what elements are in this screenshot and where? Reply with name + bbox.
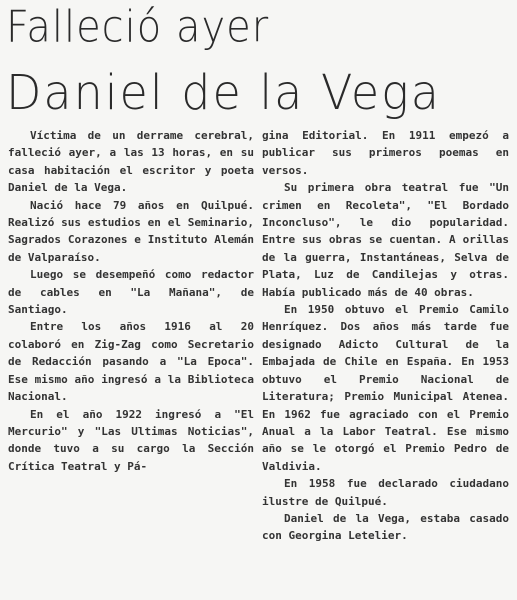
paragraph: En 1950 obtuvo el Premio Camilo Henríquez. Dos años más tarde fue designado Adicto Cultural de la Embajada de Chile en España. En 1953 obtuvo el Premio Nacional de Literatura; Premio Municipal Atenea. En 1962 fue agraciado con el Premio Anual a la Labor Teatral. Ese mismo año se le otorgó el Premio Pedro de Valdivia. xyxy=(262,303,509,473)
article-column-left xyxy=(8,127,254,475)
headline-line-1: Falleció ayer xyxy=(6,2,270,53)
headline-line-2: Daniel de la Vega xyxy=(6,63,441,121)
paragraph: Nació hace 79 años en Quilpué. Realizó sus estudios en el Seminario, Sagrados Corazones e Instituto Alemán de Valparaíso. xyxy=(8,198,254,264)
article-column-right xyxy=(262,127,509,545)
paragraph: En el año 1922 ingresó a "El Mercurio" y "Las Ultimas Noticias", donde tuvo a su cargo la Sección Crítica Teatral y Pá- xyxy=(8,407,254,473)
paragraph: Entre los años 1916 al 20 colaboró en Zig-Zag como Secretario de Redacción pasando a "La Epoca". Ese mismo año ingresó a la Biblioteca Nacional. xyxy=(8,320,254,404)
paragraph: En 1958 fue declarado ciudadano ilustre de Quilpué. xyxy=(262,477,509,508)
paragraph: Víctima de un derrame cerebral, falleció ayer, a las 13 horas, en su casa habitación el escritor y poeta Daniel de la Vega. xyxy=(8,129,254,195)
paragraph: Daniel de la Vega, estaba casado con Georgina Letelier. xyxy=(262,511,509,543)
paragraph: Luego se desempeñó como redactor de cables en "La Mañana", de Santiago. xyxy=(8,268,254,317)
paragraph: gina Editorial. En 1911 empezó a publicar sus primeros poemas en versos. xyxy=(262,129,509,177)
paragraph: Su primera obra teatral fue "Un crimen en Recoleta", "El Bordado Inconcluso", le dio popularidad. Entre sus obras se cuentan. A orillas de la guerra, Instantáneas, Selva de Plata, Luz de Candilejas y otras. Había publicado más de 40 obras. xyxy=(262,181,509,299)
